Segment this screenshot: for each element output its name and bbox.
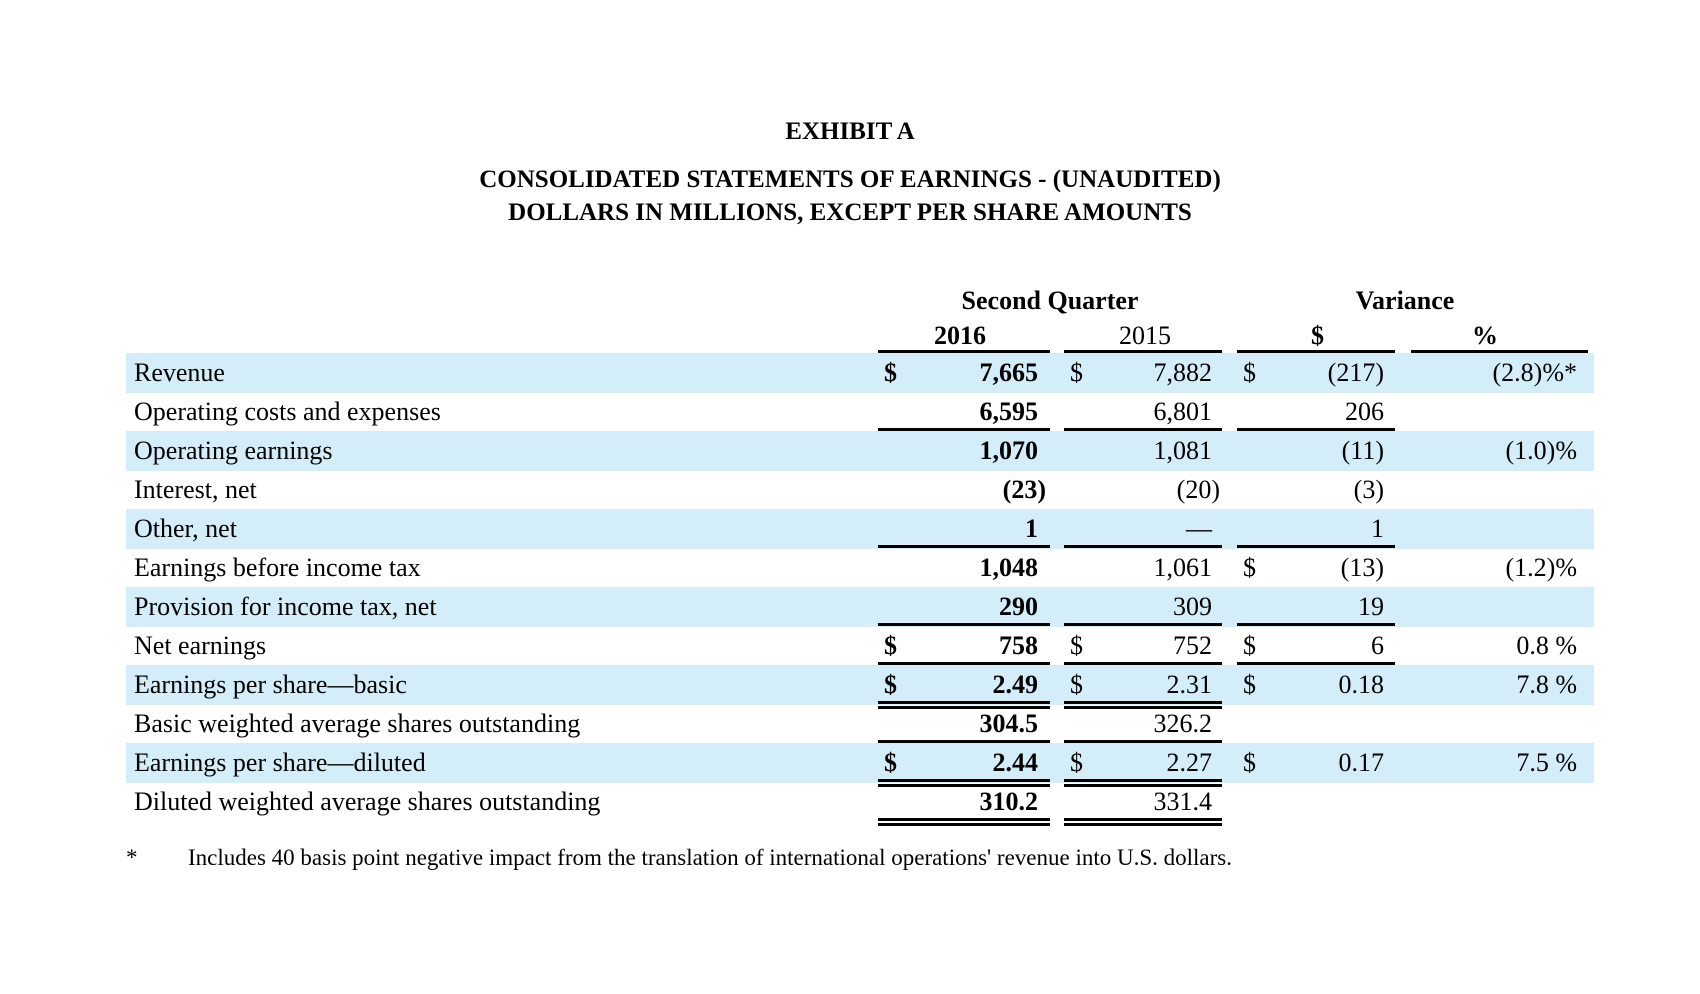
value-variance-dollar: 6: [1371, 631, 1384, 660]
value-2015: 6,801: [1153, 397, 1212, 426]
value-2015: 326.2: [1153, 709, 1212, 738]
row-label: Basic weighted average shares outstanding: [134, 709, 581, 738]
table-row: [126, 392, 1594, 432]
value-2015: 752: [1173, 631, 1212, 660]
value-variance-dollar: (217): [1327, 358, 1384, 387]
header-variance-dollar: $: [1311, 321, 1324, 350]
table-row: [126, 353, 1594, 393]
row-label: Earnings per share—diluted: [134, 748, 426, 777]
value-2015: 2.27: [1166, 748, 1212, 777]
value-2016: 290: [999, 592, 1038, 621]
double-underline-rule: [1064, 823, 1222, 826]
value-variance-dollar: 206: [1345, 397, 1384, 426]
dollar-sign-2016: $: [884, 748, 897, 777]
value-variance-percent: 7.8 %: [1516, 670, 1577, 699]
value-variance-percent: (1.2)%: [1505, 553, 1577, 582]
dollar-sign-variance: $: [1243, 748, 1256, 777]
value-2016: 2.44: [992, 748, 1038, 777]
value-2015: 331.4: [1153, 787, 1212, 816]
table-row: [126, 587, 1594, 627]
table-row: [126, 548, 1594, 588]
value-2015: 309: [1173, 592, 1212, 621]
dollar-sign-variance: $: [1243, 670, 1256, 699]
dollar-sign-2015: $: [1070, 631, 1083, 660]
footnote-text: Includes 40 basis point negative impact from the translation of international operations' revenue into U.S. dollars.: [188, 845, 1232, 870]
table-row: [126, 509, 1594, 549]
value-2015: 1,081: [1153, 436, 1212, 465]
dollar-sign-2016: $: [884, 670, 897, 699]
value-2016: 1,048: [979, 553, 1038, 582]
row-label: Operating earnings: [134, 436, 333, 465]
value-variance-dollar: (13): [1340, 553, 1384, 582]
table-row: [126, 743, 1594, 783]
value-variance-dollar: 0.18: [1338, 670, 1384, 699]
underline-rule: [1064, 818, 1222, 821]
table-row: [126, 431, 1594, 471]
row-label: Diluted weighted average shares outstanding: [134, 787, 601, 816]
value-variance-dollar: 1: [1371, 514, 1384, 543]
value-2016: 1,070: [979, 436, 1038, 465]
value-variance-percent: 7.5 %: [1516, 748, 1577, 777]
value-variance-dollar: (3): [1353, 475, 1384, 504]
value-variance-percent: (1.0)%: [1505, 436, 1577, 465]
row-label: Operating costs and expenses: [134, 397, 441, 426]
value-variance-percent: 0.8 %: [1516, 631, 1577, 660]
value-2016: 304.5: [979, 709, 1038, 738]
exhibit-label: EXHIBIT A: [785, 118, 915, 145]
footnote-marker: *: [126, 845, 138, 870]
value-2016: 758: [999, 631, 1038, 660]
table-row: [126, 704, 1594, 744]
value-2016: 1: [1025, 514, 1038, 543]
header-second-quarter: Second Quarter: [961, 286, 1139, 315]
row-label: Interest, net: [134, 475, 257, 504]
value-2016: 310.2: [979, 787, 1038, 816]
value-2015: 1,061: [1153, 553, 1212, 582]
row-label: Net earnings: [134, 631, 267, 660]
table-row: [126, 782, 1594, 822]
dollar-sign-2016: $: [884, 358, 897, 387]
value-2015: 2.31: [1166, 670, 1212, 699]
value-2015: 7,882: [1153, 358, 1212, 387]
dollar-sign-variance: $: [1243, 631, 1256, 660]
row-label: Earnings before income tax: [134, 553, 421, 582]
value-variance-dollar: 0.17: [1338, 748, 1384, 777]
value-variance-dollar: (11): [1341, 436, 1384, 465]
value-2015: (20): [1176, 475, 1220, 504]
header-2015: 2015: [1119, 321, 1171, 350]
statement-subtitle: DOLLARS IN MILLIONS, EXCEPT PER SHARE AMOUNTS: [508, 199, 1192, 226]
value-variance-dollar: 19: [1358, 592, 1384, 621]
dollar-sign-variance: $: [1243, 553, 1256, 582]
dollar-sign-2015: $: [1070, 748, 1083, 777]
dollar-sign-2016: $: [884, 631, 897, 660]
dollar-sign-variance: $: [1243, 358, 1256, 387]
value-variance-percent: (2.8)%*: [1492, 358, 1577, 387]
value-2016: 6,595: [979, 397, 1038, 426]
dollar-sign-2015: $: [1070, 670, 1083, 699]
table-row: [126, 626, 1594, 666]
double-underline-rule: [878, 823, 1050, 826]
value-2016: 2.49: [992, 670, 1038, 699]
row-label: Other, net: [134, 514, 237, 543]
underline-rule: [878, 818, 1050, 821]
statement-title: CONSOLIDATED STATEMENTS OF EARNINGS - (UNAUDITED): [479, 166, 1221, 193]
table-row: [126, 665, 1594, 705]
row-label: Revenue: [134, 358, 225, 387]
value-2015: —: [1186, 514, 1212, 543]
header-2016: 2016: [934, 321, 986, 350]
dollar-sign-2015: $: [1070, 358, 1083, 387]
value-2016: 7,665: [979, 358, 1038, 387]
value-2016: (23): [1002, 475, 1046, 504]
row-label: Earnings per share—basic: [134, 670, 407, 699]
table-row: [126, 470, 1594, 510]
row-label: Provision for income tax, net: [134, 592, 437, 621]
header-variance-percent: %: [1472, 321, 1498, 350]
header-variance: Variance: [1355, 286, 1455, 315]
